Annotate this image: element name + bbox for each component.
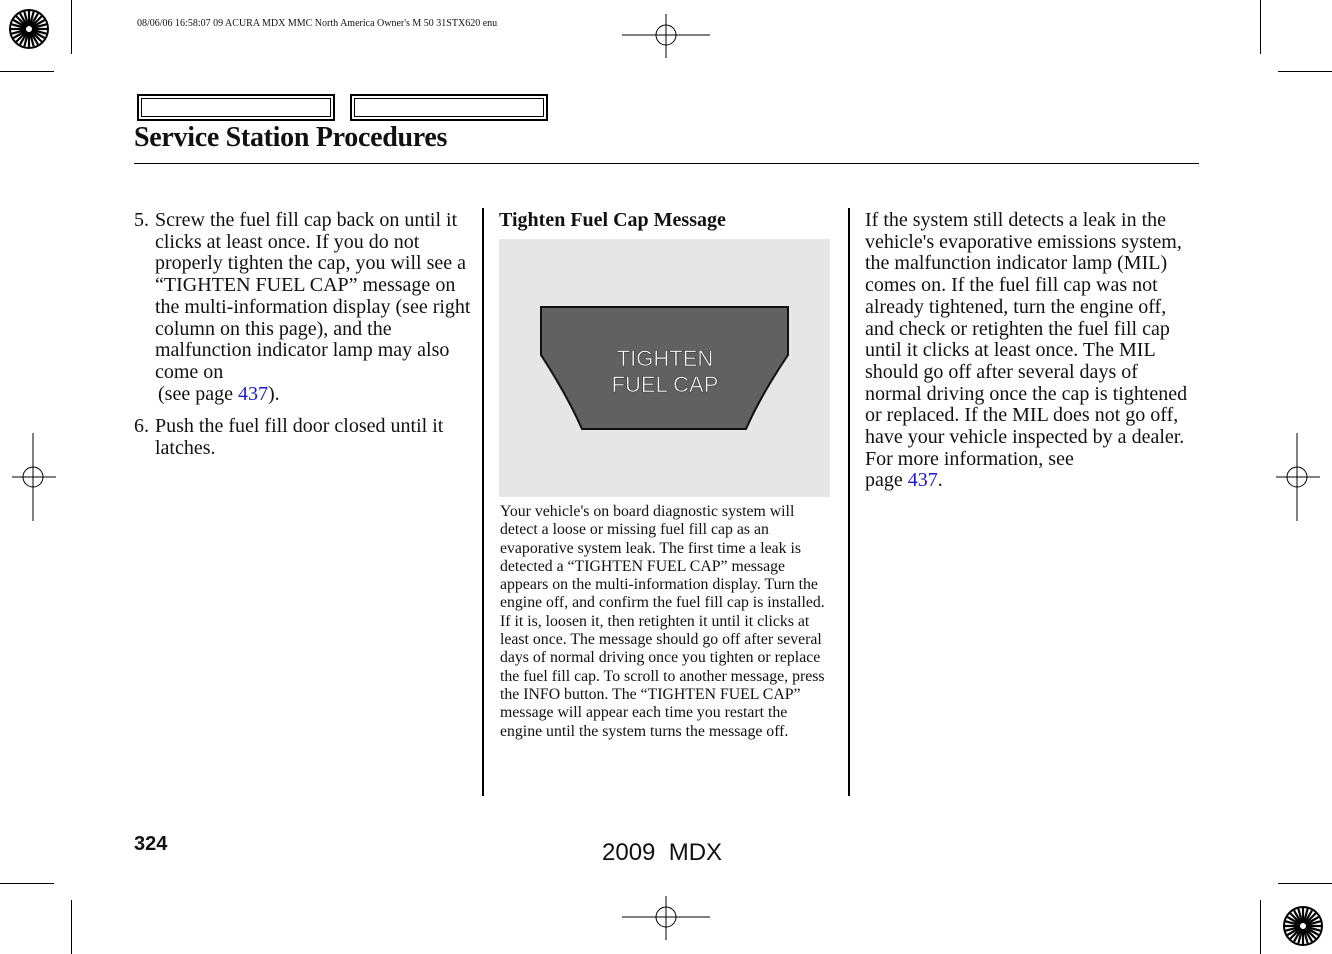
page-ref-suffix: ). bbox=[267, 382, 280, 405]
registration-crosshair-icon bbox=[12, 433, 56, 521]
display-message-line2: FUEL CAP bbox=[611, 372, 719, 397]
page-ref-suffix: . bbox=[937, 469, 943, 492]
display-illustration bbox=[499, 239, 830, 497]
step-text: Push the fuel fill door closed until it latches. bbox=[155, 415, 444, 460]
display-message-line1: TIGHTEN bbox=[616, 346, 714, 371]
page-ref-link[interactable]: 437 bbox=[237, 382, 268, 405]
figure-caption: Your vehicle's on board diagnostic system will detect a loose or missing fuel fill cap as an evaporative system leak. The first time a leak is detected a “TIGHTEN FUEL CAP” message appears on the multi-information display. Turn the engine off, and confirm the fuel fill cap is installed. If it is, loosen it, then retighten it until it clicks at least once. The message should go off after several days of normal driving once you tighten or replace the fuel fill cap. To scroll to another message, press the INFO button. The “TIGHTEN FUEL CAP” message will appear each time you restart the engine until the system turns the message off. bbox=[500, 503, 825, 740]
step-item bbox=[134, 416, 474, 459]
registration-sunburst-icon bbox=[8, 8, 50, 50]
registration-sunburst-icon bbox=[1282, 905, 1324, 947]
page-title: Service Station Procedures bbox=[134, 122, 448, 153]
left-column bbox=[134, 210, 474, 460]
step-number: 6. bbox=[134, 415, 149, 438]
registration-crosshair-icon bbox=[1276, 433, 1320, 521]
print-header: 08/06/06 16:58:07 09 ACURA MDX MMC North America Owner's M 50 31STX620 enu bbox=[137, 18, 498, 29]
section-tab-box bbox=[350, 94, 548, 121]
right-column bbox=[865, 210, 1195, 492]
registration-crosshair-icon bbox=[622, 14, 710, 58]
title-divider bbox=[134, 163, 1199, 164]
footer-model-name: 2009 MDX bbox=[602, 839, 723, 866]
page-ref-prefix: (see page bbox=[158, 382, 238, 405]
column-divider bbox=[848, 208, 850, 796]
registration-crosshair-icon bbox=[622, 896, 710, 940]
column-divider bbox=[482, 208, 484, 796]
step-number: 5. bbox=[134, 209, 149, 231]
step-item bbox=[134, 210, 474, 405]
page-ref-prefix: page bbox=[865, 469, 908, 492]
step-text: Screw the fuel fill cap back on until it clicks at least once. If you do not properly tighten the cap, you will see a “TIGHTEN FUEL CAP” message on the multi-information display (see right column on this page), and the malfunction indicator lamp may also come on bbox=[155, 209, 471, 383]
info-display-graphic bbox=[499, 239, 830, 497]
section-tab-box bbox=[137, 94, 335, 121]
section-heading: Tighten Fuel Cap Message bbox=[499, 209, 726, 231]
page-ref-link[interactable]: 437 bbox=[907, 469, 938, 492]
page-number: 324 bbox=[134, 833, 168, 855]
body-text: If the system still detects a leak in the vehicle's evaporative emissions system, the malfunction indicator lamp (MIL) comes on. If the fuel fill cap was not already tightened, turn the engine off, and check or retighten the fuel fill cap until it clicks at least once. The MIL should go off after several days of normal driving once the cap is tightened or replaced. If the MIL does not go off, have your vehicle inspected by a dealer. For more information, see bbox=[865, 209, 1188, 470]
